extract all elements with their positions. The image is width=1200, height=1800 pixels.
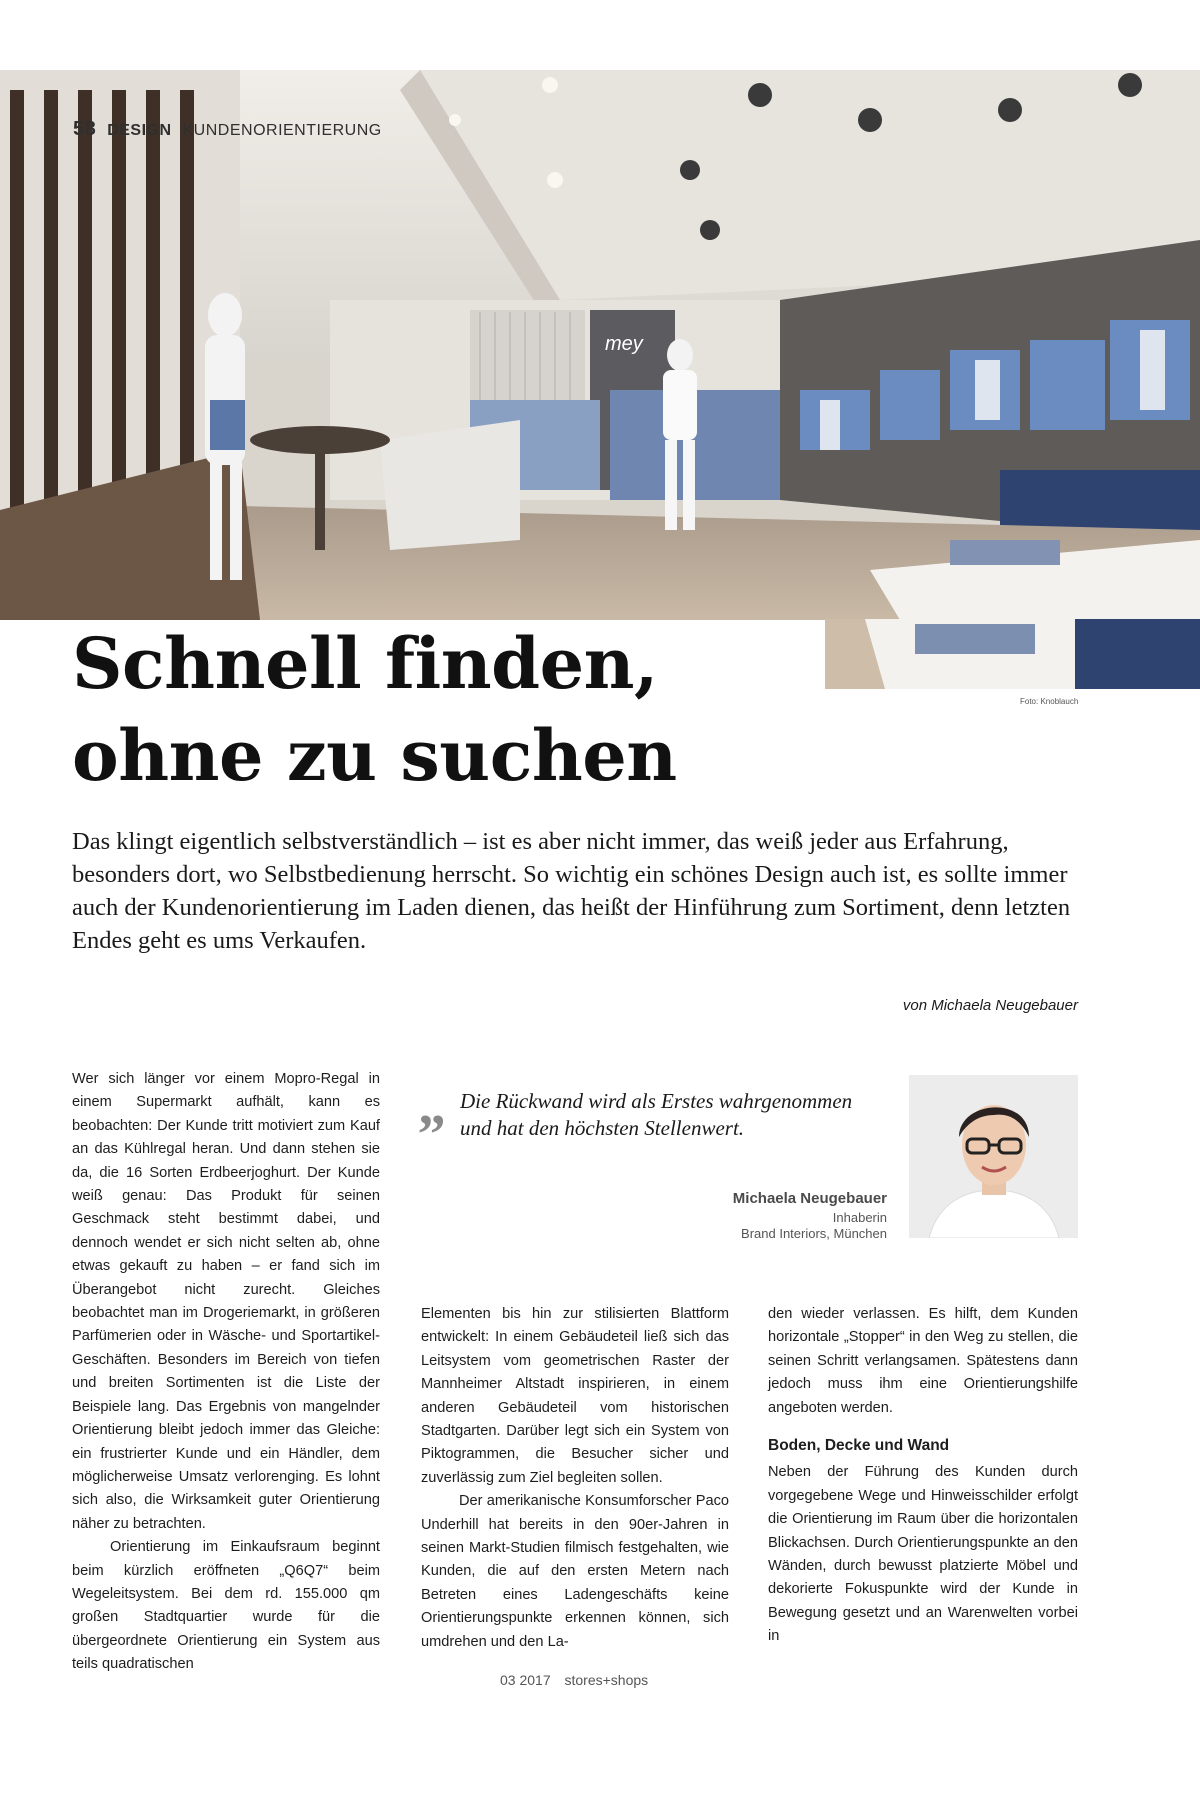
author-portrait-illustration [909,1075,1078,1238]
article-lead: Das klingt eigentlich selbstverständlich – ist es aber nicht immer, das weiß jeder aus Erfahrung, besonders dort, wo Selbstbedienung herrscht. So wichtig ein schönes Design auch ist, es sollte immer auch der Kundenorientierung im Laden dienen, das heißt der Hinführung zum Sortiment, denn letzten Endes geht es ums Verkaufen. [72,828,1071,954]
body-paragraph: Elementen bis hin zur stilisierten Blattform entwickelt: In einem Gebäudeteil ließ sich das Leitsystem vom geometrischen Raster der Mannheimer Altstadt inspirieren, in einem anderen Gebäudeteil vom historischen Stadtgarten. Darüber legt sich ein System von Piktogrammen, die Besucher sicher und zuverlässig zum Ziel begleiten sollen. [421,1306,729,1486]
magazine-name: stores+shops [564,1672,649,1688]
photo-corner-illustration [825,619,1200,689]
byline: von Michaela Neugebauer [902,997,1078,1014]
section-label: DESIGN [107,122,172,139]
body-paragraph: Neben der Führung des Kunden durch vorgegebene Wege und Hinweisschilder erfolgt die Orientierung im Raum über die horizontalen Blickachsen. Durch Orientierungspunkte an den Wänden, durch bewusst platzierte Möbel und dekorierte Fokuspunkte wird der Kunde in Bewegung gesetzt und an Warenwelten vorbei in [768,1464,1078,1645]
body-column-2 [421,1303,729,1654]
subheading: Boden, Decke und Wand [768,1437,950,1455]
body-paragraph: Der amerikanische Konsumforscher Paco Underhill hat bereits in den 90er-Jahren in seinen Markt-Studien filmisch festgehalten, wie Kunden, die auf den ersten Metern nach Betreten eines Ladengeschäfts keine Orientierungspunkte erkennen können, sich umdrehen und den La- [421,1493,729,1650]
quote-author-name: Michaela Neugebauer [732,1190,887,1207]
subsection-label: KUNDENORIENTIERUNG [182,122,382,139]
photo-credit: Foto: Knoblauch [1020,697,1079,706]
page-footer [500,1672,648,1688]
store-interior-photo [0,70,1200,620]
body-paragraph: Orientierung im Einkaufsraum beginnt beim kürzlich eröffneten „Q6Q7“ beim Wegeleitsystem. Bei dem rd. 155.000 qm großen Stadtquartier wurde für die übergeordnete Orientierung ein System aus teils quadratischen [72,1539,380,1673]
article-headline: Schnell finden, ohne zu suchen [72,622,677,797]
page-number: 58 [73,118,97,140]
body-column-3 [768,1303,1078,1649]
pull-quote: Die Rückwand wird als Erstes wahrgenommen und hat den höchsten Stellenwert. [460,1089,853,1140]
quote-mark-icon: „ [418,1075,446,1137]
author-portrait [909,1075,1078,1238]
page-header [73,118,382,141]
body-paragraph: den wieder verlassen. Es hilft, dem Kunden horizontale „Stopper“ in den Weg zu stellen, die seinen Schritt verlangsamen. Spätestens dann jedoch muss ihm eine Orientierungshilfe angeboten werden. [768,1306,1078,1416]
quote-author-company: Brand Interiors, München [741,1226,887,1241]
photo-corner-extension [825,619,1200,689]
issue-label: 03 2017 [500,1672,551,1688]
store-interior-illustration [0,70,1200,620]
quote-attribution [733,1188,887,1242]
quote-author-role: Inhaberin [832,1210,887,1225]
body-paragraph: Wer sich länger vor einem Mopro-Regal in einem Supermarkt aufhält, kann es beobachten: Der Kunde tritt motiviert zum Kauf an das Kühlregal heran. Und dann stehen sie da, die 16 Sorten Erdbeerjoghurt. Der Kunde weiß genau: Das Produkt für seinen Geschmack steht bestimmt dabei, und dennoch wendet er sich nicht selten ab, ohne etwas gekauft zu haben – er fand sich im Überangebot nicht zurecht. Gleiches beobachtet man im Drogeriemarkt, in größeren Parfümerien oder in Wäsche- und Sportartikel-Geschäften. Besonders im Bereich von tiefen und breiten Sortimenten ist die Liste der Beispiele lang. Das Ergebnis von mangelnder Orientierung bleibt jedoch immer das Gleiche: ein frustrierter Kunde und ein Händler, dem möglicherweise Umsatz verlorenging. Es lohnt sich also, die Wirksamkeit guter Orientierung näher zu betrachten. [72,1071,380,1532]
body-column-1 [72,1068,380,1677]
store-logo: mey [605,333,643,355]
